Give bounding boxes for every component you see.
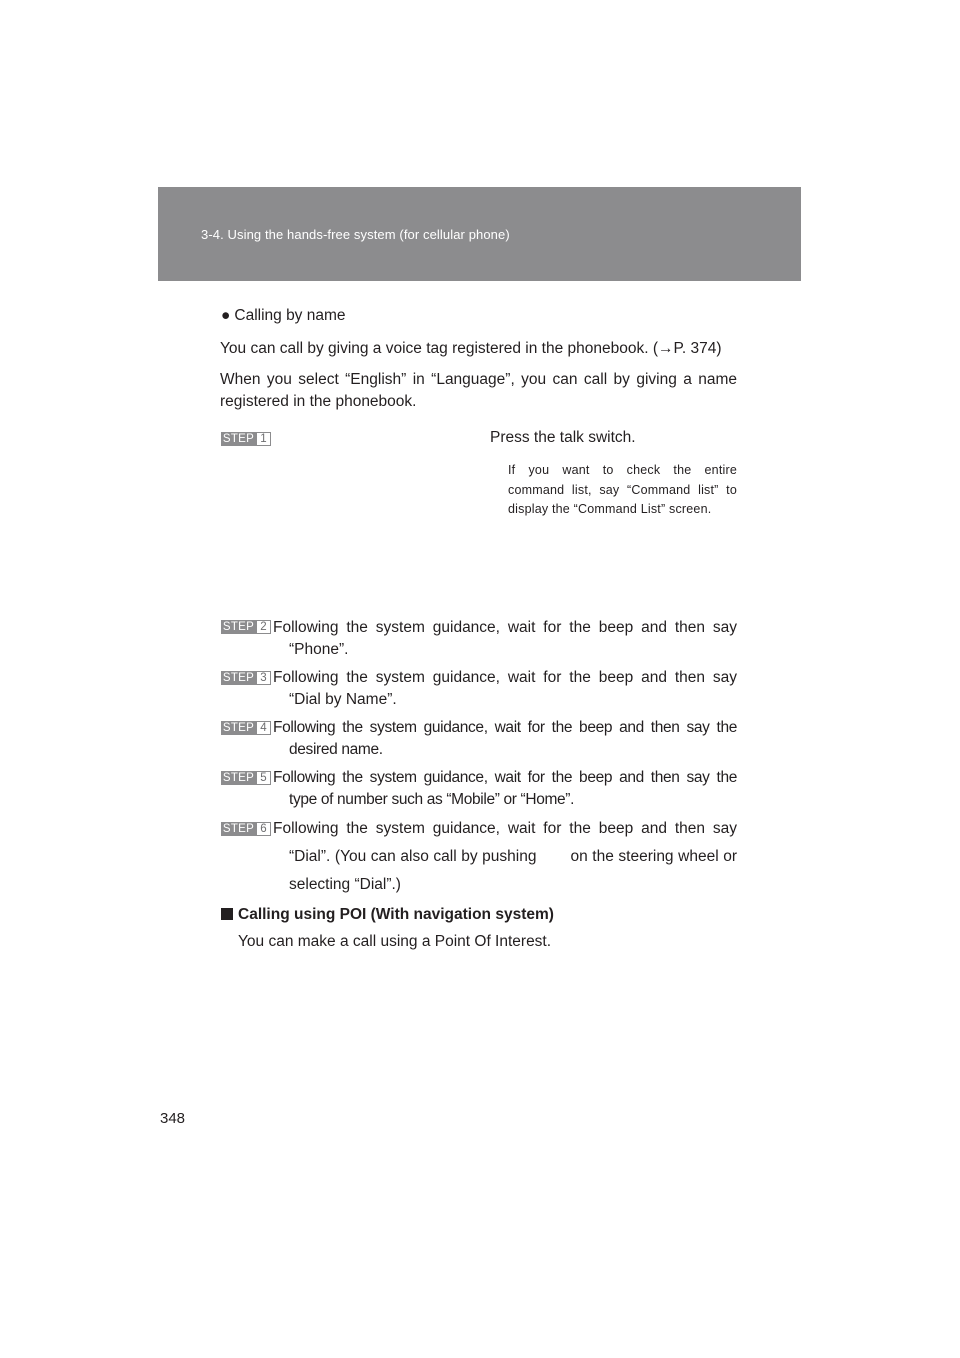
step-4-line-2: desired name. [289,741,383,758]
step-word: STEP [222,672,255,684]
step-3-badge [221,671,271,685]
step-number: 3 [256,671,271,685]
step-4-text [273,717,737,761]
step-1-badge [221,432,271,446]
step-4-line-1: Following the system guidance, wait for the beep and then say the [273,719,737,736]
section-header-band [158,187,801,281]
paragraph-voice-tag: You can call by giving a voice tag registered in the phonebook. (→P. 374) [220,340,722,357]
step-5-line-2: type of number such as “Mobile” or “Home”. [289,791,575,808]
section-heading-poi [221,904,554,926]
step-6-badge [221,822,271,836]
step-1-text: Press the talk switch. [490,429,636,446]
step-4-badge [221,721,271,735]
step-number: 2 [256,620,271,634]
step-number: 6 [256,822,271,836]
square-bullet-icon [221,908,233,920]
step-2-text [273,617,737,661]
step-word: STEP [222,621,255,633]
step-word: STEP [222,823,255,835]
step-3-line-1: Following the system guidance, wait for the beep and then say [273,669,737,686]
step-2-line-2: “Phone”. [289,641,349,658]
section-title: 3-4. Using the hands-free system (for cellular phone) [201,227,510,242]
step-6-line-2b: on the steering wheel or [570,848,737,865]
step-6-line-3: selecting “Dial”.) [289,876,401,893]
bullet-label: Calling by name [234,307,346,324]
section-heading-text: Calling using POI (With navigation system) [238,906,554,923]
bullet-heading [221,305,346,327]
section-body-poi: You can make a call using a Point Of Interest. [238,933,552,950]
step-6-line-2a: “Dial”. (You can also call by pushing [289,848,537,865]
step-5-text [273,767,737,811]
step-5-line-1: Following the system guidance, wait for the beep and then say the [273,769,737,786]
step-6-text [273,815,737,899]
step-1-note: If you want to check the entire command list, say “Command list” to display the “Command List” screen. [508,463,737,516]
step-3-text [273,667,737,711]
page-number: 348 [160,1110,186,1127]
step-number: 4 [256,721,271,735]
step-2-badge [221,620,271,634]
step-2-line-1: Following the system guidance, wait for the beep and then say [273,619,737,636]
step-word: STEP [222,433,255,445]
step-word: STEP [222,722,255,734]
step-number: 5 [256,771,271,785]
step-word: STEP [222,772,255,784]
step-6-line-2 [273,843,737,871]
bullet-icon: ● [221,307,231,324]
step-5-badge [221,771,271,785]
step-number: 1 [256,432,271,446]
paragraph-english-name: When you select “English” in “Language”, you can call by giving a name registered in the phonebook. [220,371,737,410]
step-6-line-1: Following the system guidance, wait for the beep and then say [273,820,737,837]
step-3-line-2: “Dial by Name”. [289,691,397,708]
